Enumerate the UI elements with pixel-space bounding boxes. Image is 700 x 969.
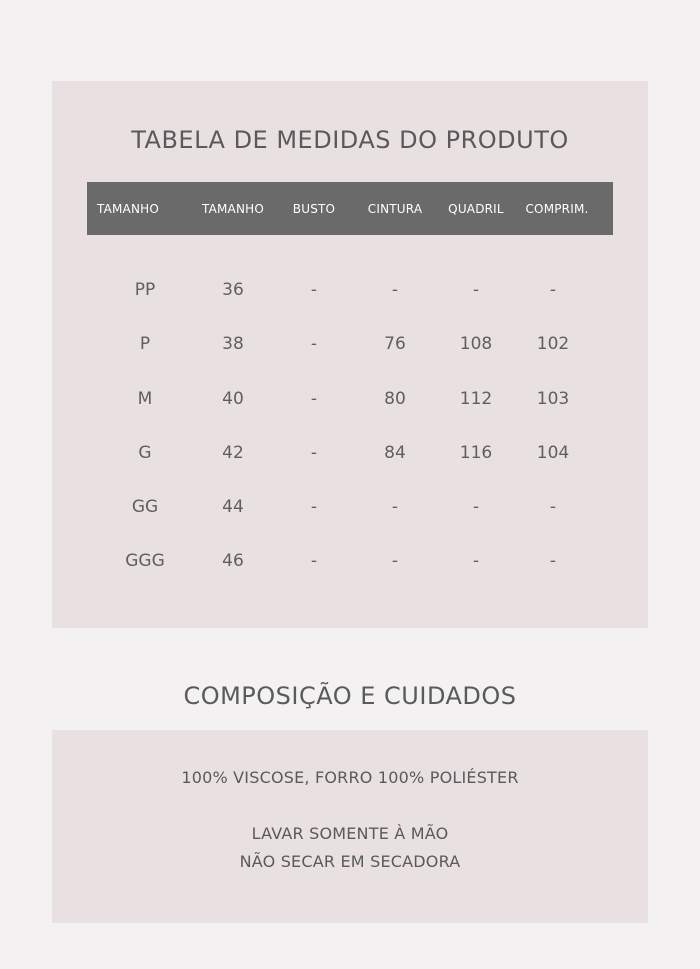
header-tamanho-numeric: TAMANHO bbox=[201, 202, 264, 216]
length-value: 102 bbox=[536, 334, 570, 354]
size-number: 44 bbox=[222, 497, 244, 517]
header-tamanho: TAMANHO bbox=[96, 202, 159, 216]
hip-value: - bbox=[472, 497, 480, 517]
table-row bbox=[52, 280, 648, 310]
table-row bbox=[52, 389, 648, 419]
waist-value: - bbox=[391, 551, 399, 571]
length-value: 103 bbox=[536, 389, 570, 409]
size-letter: M bbox=[137, 389, 153, 409]
size-number: 46 bbox=[222, 551, 244, 571]
length-value: - bbox=[549, 551, 557, 571]
header-busto: BUSTO bbox=[292, 202, 336, 216]
bust-value: - bbox=[310, 389, 318, 409]
size-letter: GG bbox=[131, 497, 159, 517]
care-instruction: LAVAR SOMENTE À MÃO bbox=[251, 824, 449, 843]
hip-value: - bbox=[472, 280, 480, 300]
waist-value: - bbox=[391, 280, 399, 300]
care-instruction: NÃO SECAR EM SECADORA bbox=[239, 852, 461, 871]
size-letter: G bbox=[138, 443, 152, 463]
waist-value: 76 bbox=[384, 334, 406, 354]
header-cintura: CINTURA bbox=[367, 202, 423, 216]
care-section-title: COMPOSIÇÃO E CUIDADOS bbox=[183, 682, 517, 710]
waist-value: - bbox=[391, 497, 399, 517]
bust-value: - bbox=[310, 334, 318, 354]
size-letter: GGG bbox=[125, 551, 165, 571]
size-chart-title: TABELA DE MEDIDAS DO PRODUTO bbox=[131, 126, 569, 154]
size-letter: PP bbox=[134, 280, 156, 300]
composition-text: 100% VISCOSE, FORRO 100% POLIÉSTER bbox=[181, 768, 519, 787]
bust-value: - bbox=[310, 280, 318, 300]
table-row bbox=[52, 551, 648, 581]
size-number: 40 bbox=[222, 389, 244, 409]
waist-value: 80 bbox=[384, 389, 406, 409]
length-value: 104 bbox=[536, 443, 570, 463]
size-number: 42 bbox=[222, 443, 244, 463]
table-row bbox=[52, 497, 648, 527]
header-comprimento: COMPRIM. bbox=[525, 202, 589, 216]
table-row bbox=[52, 334, 648, 364]
care-panel bbox=[52, 730, 648, 923]
length-value: - bbox=[549, 497, 557, 517]
length-value: - bbox=[549, 280, 557, 300]
header-quadril: QUADRIL bbox=[448, 202, 504, 216]
bust-value: - bbox=[310, 497, 318, 517]
bust-value: - bbox=[310, 443, 318, 463]
hip-value: 108 bbox=[459, 334, 493, 354]
size-chart-header bbox=[87, 182, 613, 235]
bust-value: - bbox=[310, 551, 318, 571]
waist-value: 84 bbox=[384, 443, 406, 463]
size-chart-panel bbox=[52, 81, 648, 628]
table-row bbox=[52, 443, 648, 473]
hip-value: - bbox=[472, 551, 480, 571]
hip-value: 116 bbox=[459, 443, 493, 463]
size-number: 38 bbox=[222, 334, 244, 354]
size-number: 36 bbox=[222, 280, 244, 300]
hip-value: 112 bbox=[459, 389, 493, 409]
size-letter: P bbox=[139, 334, 151, 354]
